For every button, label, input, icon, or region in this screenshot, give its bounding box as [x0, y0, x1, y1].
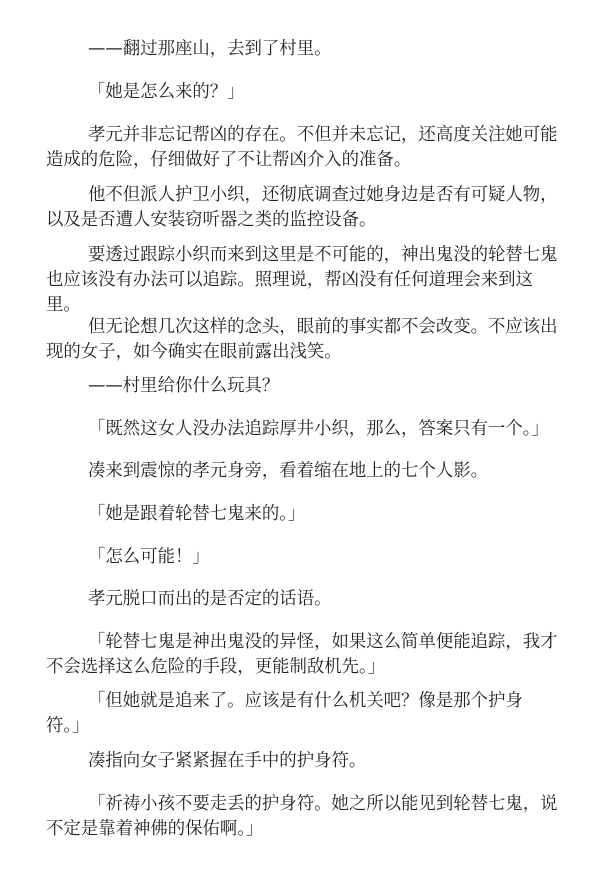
paragraph-6	[46, 315, 558, 365]
paragraph-2	[88, 80, 558, 105]
paragraph-10	[88, 502, 558, 527]
paragraph-5	[46, 243, 558, 318]
paragraph-11	[88, 545, 558, 570]
paragraph-line: 造成的危险，仔细做好了不让帮凶介入的准备。	[46, 150, 412, 170]
paragraph-line: 凑指向女子紧紧握在手中的护身符。	[88, 751, 367, 771]
paragraph-line: 「轮替七鬼是神出鬼没的异怪，如果这么简单便能追踪，我才	[88, 632, 558, 652]
paragraph-14	[46, 689, 558, 739]
paragraph-8	[88, 417, 558, 442]
paragraph-line: 要透过跟踪小织而来到这里是不可能的，神出鬼没的轮替七鬼	[88, 245, 558, 265]
paragraph-line: 现的女子，如今确实在眼前露出浅笑。	[46, 342, 342, 362]
paragraph-line: ——翻过那座山，去到了村里。	[88, 39, 332, 59]
paragraph-line: 「但她就是追来了。应该是有什么机关吧？像是那个护身	[88, 691, 523, 711]
paragraph-line: 「她是怎么来的？」	[88, 82, 245, 102]
paragraph-4	[46, 183, 558, 233]
paragraph-line: ——村里给你什么玩具？	[88, 376, 280, 396]
paragraph-9	[88, 459, 558, 484]
paragraph-line: 「她是跟着轮替七鬼来的。」	[88, 504, 306, 524]
paragraph-line: 「既然这女人没办法追踪厚井小织，那么，答案只有一个。」	[88, 419, 549, 439]
paragraph-line: 但无论想几次这样的念头，眼前的事实都不会改变。不应该出	[88, 317, 558, 337]
paragraph-7	[88, 374, 558, 399]
paragraph-line: 以及是否遭人安装窃听器之类的监控设备。	[46, 210, 377, 230]
paragraph-line: 孝元脱口而出的是否定的话语。	[88, 589, 332, 609]
paragraph-13	[46, 630, 558, 680]
paragraph-line: 「祈祷小孩不要走丢的护身符。她之所以能见到轮替七鬼，说	[88, 794, 558, 814]
paragraph-line: 不定是靠着神佛的保佑啊。」	[46, 819, 264, 839]
paragraph-line: 也应该没有办法可以追踪。照理说，帮凶没有任何道理会来到这	[46, 270, 533, 290]
paragraph-line: 不会选择这么危险的手段，更能制敌机先。」	[46, 657, 386, 677]
paragraph-1	[88, 37, 558, 62]
paragraph-3	[46, 123, 558, 173]
paragraph-line: 里。	[46, 295, 81, 315]
paragraph-line: 凑来到震惊的孝元身旁，看着缩在地上的七个人影。	[88, 461, 488, 481]
paragraph-line: 孝元并非忘记帮凶的存在。不但并未忘记，还高度关注她可能	[88, 125, 558, 145]
paragraph-line: 他不但派人护卫小织，还彻底调查过她身边是否有可疑人物，	[88, 185, 558, 205]
paragraph-line: 「怎么可能！」	[88, 547, 210, 567]
paragraph-15	[88, 749, 558, 774]
paragraph-16	[46, 792, 558, 842]
paragraph-12	[88, 587, 558, 612]
paragraph-line: 符。」	[46, 716, 90, 736]
